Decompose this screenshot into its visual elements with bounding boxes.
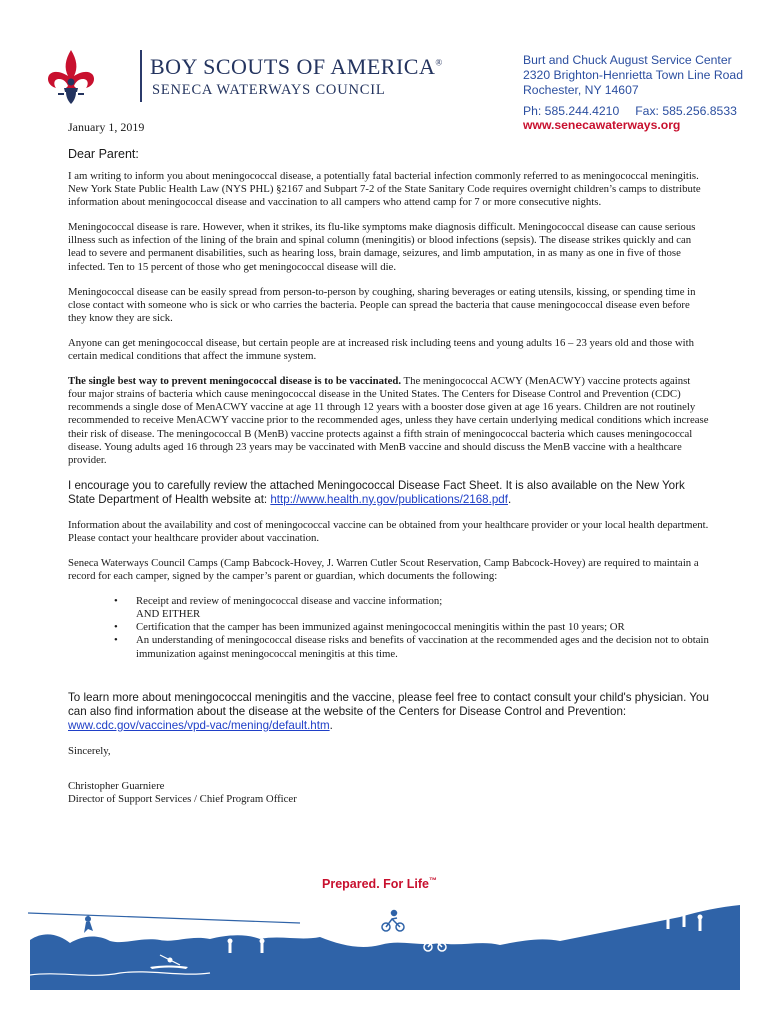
signer-title: Director of Support Services / Chief Program Officer — [68, 792, 297, 805]
paragraph: Meningococcal disease can be easily spread from person-to-person by coughing, sharing beverages or eating utensils, kissing, or spending time in close contact with someone who is sick or who carries the bacteria. People can spread the bacteria that cause meningococcal disease even before they know they are sick. — [68, 285, 696, 324]
org-name: BOY SCOUTS OF AMERICA® — [150, 54, 443, 79]
paragraph: Anyone can get meningococcal disease, but certain people are at increased risk including teens and young adults 16 – 23 years old and those with certain medical conditions that affect the immune system. — [68, 336, 694, 363]
zipline-rider-icon — [84, 915, 93, 933]
signer-name: Christopher Guarniere — [68, 779, 165, 792]
address-line: Burt and Chuck August Service Center — [523, 53, 732, 67]
letter-body — [68, 170, 710, 818]
logo-divider — [140, 50, 142, 102]
phone-number: Ph: 585.244.4210 — [523, 104, 620, 118]
paragraph: To learn more about meningococcal meningitis and the vaccine, please feel free to contact consult your child's physician. You can also find information about the disease at the website of the Centers for Disease Control and Prevention: www.cdc.gov/vaccines/vpd-vac/mening/default.htm. — [68, 690, 709, 732]
paragraph — [68, 375, 710, 467]
council-name: SENECA WATERWAYS COUNCIL — [152, 82, 386, 98]
cyclist-icon — [382, 911, 404, 932]
letter-date: January 1, 2019 — [68, 120, 145, 134]
contact-numbers — [523, 104, 737, 118]
outdoor-landscape-illustration — [0, 895, 770, 990]
paragraph-text: I encourage you to carefully review the attached Meningococcal Disease Fact Sheet. It is also available on the New York State Department of Health website at: — [68, 478, 685, 506]
address-line: 2320 Brighton-Henrietta Town Line Road — [523, 68, 743, 82]
bsa-logo — [44, 44, 443, 106]
salutation: Dear Parent: — [68, 147, 139, 161]
bold-statement: The single best way to prevent meningococcal disease is to be vaccinated. — [68, 375, 402, 388]
paragraph: Meningococcal disease is rare. However, when it strikes, its flu-like symptoms make diagnosis difficult. Meningococcal disease can cause serious illness such as infection of the lining of the brain and spinal column (meningitis) or blood infections (sepsis). The disease strikes quickly and can lead to severe and permanent disabilities, such as hearing loss, brain damage, seizures, and limb amputation, in as many as one in five of those infected. Ten to 15 percent of those who get meningococcal disease will die. — [68, 221, 696, 273]
address-line: Rochester, NY 14607 — [523, 83, 639, 97]
bullet-icon: • — [114, 634, 118, 647]
tagline: Prepared. For Life™ — [322, 876, 437, 892]
website-link[interactable]: www.senecawaterways.org — [523, 118, 681, 132]
requirements-list — [68, 595, 710, 660]
closing: Sincerely, — [68, 744, 111, 757]
list-item: • An understanding of meningococcal disease risks and benefits of vaccination at the recommended ages and the decision not to obtain immunization against meningococcal meningitis at this time. — [114, 634, 709, 660]
paragraph-text: To learn more about meningococcal meningitis and the vaccine, please feel free to contact consult your child's physician. You can also find information about the disease at the website of the Centers for Disease Control and Prevention: — [68, 690, 709, 718]
fleur-de-lis-icon — [44, 48, 98, 106]
either-label: AND EITHER — [136, 608, 201, 621]
paragraph: Information about the availability and cost of meningococcal vaccine can be obtained from your healthcare provider or your local health department. Please contact your healthcare provider about vaccination. — [68, 518, 709, 544]
nys-health-link[interactable]: http://www.health.ny.gov/publications/2168.pdf — [270, 492, 508, 506]
cdc-link[interactable]: www.cdc.gov/vaccines/vpd-vac/mening/default.htm — [68, 718, 330, 732]
list-item — [68, 608, 710, 621]
bullet-icon: • — [114, 621, 118, 634]
paragraph-text: The meningococcal ACWY (MenACWY) vaccine protects against four major strains of bacteria which cause meningococcal disease in the United States. The Centers for Disease Control and Prevention (CDC) recommends a single dose of MenACWY vaccine at age 11 through 12 years with a booster dose given at age 16 years. Children are not routinely recommended to receive MenACWY vaccine prior to the recommended ages, unless they have certain underlying medical conditions which increase their risk of disease. The meningococcal B (MenB) vaccine protects against a fifth strain of meningococcal bacteria which causes meningococcal disease. Young adults aged 16 through 23 years may be vaccinated with MenB vaccine and should discuss the MenB vaccine with a healthcare provider. — [68, 375, 709, 466]
bullet-icon: • — [114, 595, 118, 608]
paragraph: I am writing to inform you about meningococcal disease, a potentially fatal bacterial infection commonly referred to as meningococcal meningitis. New York State Public Health Law (NYS PHL) §2167 and Subpart 7-2 of the State Sanitary Code requires overnight children’s camps to distribute information about meningococcal disease and vaccination to all campers who attend camp for 7 or more consecutive nights. — [68, 170, 701, 209]
hills — [30, 905, 740, 990]
paragraph: I encourage you to carefully review the attached Meningococcal Disease Fact Sheet. It is also available on the New York State Department of Health website at: http://www.health.ny.gov/publications/2168.pdf. — [68, 478, 685, 506]
zipline-cable — [28, 913, 300, 923]
list-item: • Certification that the camper has been immunized against meningococcal meningitis within the past 10 years; OR — [114, 621, 625, 634]
fax-number: Fax: 585.256.8533 — [635, 104, 737, 118]
address-block — [523, 53, 743, 98]
paragraph: Seneca Waterways Council Camps (Camp Babcock-Hovey, J. Warren Cutler Scout Reservation, Camp Babcock-Hovey) are required to maintain a record for each camper, signed by the camper’s parent or guardian, which documents the following: — [68, 556, 699, 583]
list-item: • Receipt and review of meningococcal disease and vaccine information; — [114, 595, 443, 608]
